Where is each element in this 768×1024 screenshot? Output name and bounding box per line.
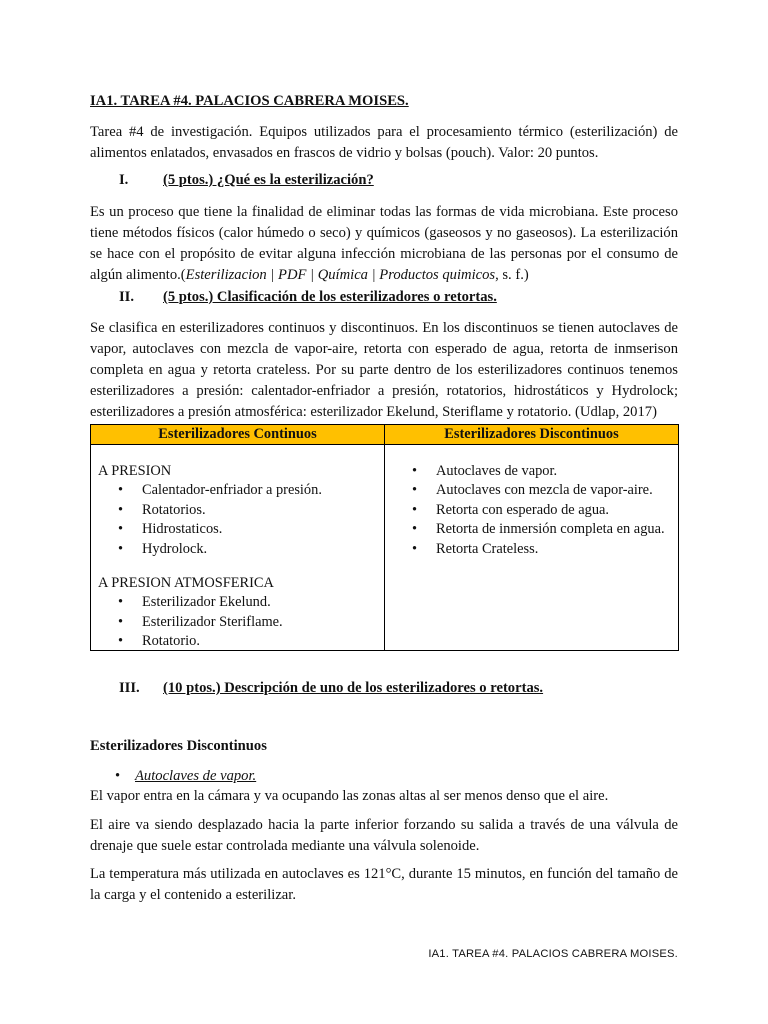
list-item: • Retorta Crateless. [392, 540, 665, 559]
section-1-body-text: Es un proceso que tiene la finalidad de eliminar todas las formas de vida microbiana. Este proceso tiene métodos físicos (calor húmedo o seco) y químicos (gaseosos y no gaseosos). La esterilización se hace con el propósito de evitar alguna infección microbiana de las personas por el consumo de algún alimento.( [90, 204, 678, 283]
pressure-list [98, 481, 322, 559]
section-3-paragraph-2: El aire va siendo desplazado hacia la parte inferior forzando su salida a través de una válvula de drenaje que suele estar controlada mediante una válvula solenoide. [90, 817, 678, 854]
table-header-continuous: Esterilizadores Continuos [91, 425, 385, 445]
list-item: • Retorta con esperado de agua. [392, 501, 665, 520]
discontinuous-cell [385, 445, 679, 651]
discontinuous-list [392, 462, 665, 559]
section-1-citation-tail: , s. f.) [495, 267, 529, 283]
section-1-citation: Esterilizacion | PDF | Química | Productos quimicos [185, 267, 496, 283]
section-3-title: (10 ptos.) Descripción de uno de los esterilizadores o retortas. [163, 680, 544, 696]
section-2-body: Se clasifica en esterilizadores continuos y discontinuos. En los discontinuos se tienen autoclaves de vapor, autoclaves con mezcla de vapor-aire, retorta con esperado de agua, retorta de inmserison completa en agua y retorta crateless. Por su parte dentro de los esterilizadores continuos tenemos esterilizadores a presión: calentador-enfriador a presión, rotatorios, hidrostáticos y Hydrolock; esterilizadores a presión atmosférica: esterilizador Ekelund, Steriflame y rotatorio. (Udlap, 2017) [90, 320, 678, 420]
group-label: A PRESION [98, 463, 172, 479]
list-item: • Esterilizador Steriflame. [98, 613, 283, 632]
atmospheric-list [98, 593, 283, 651]
group-pressure [98, 462, 322, 559]
section-2-number: II. [119, 289, 135, 305]
table-header-discontinuous: Esterilizadores Discontinuos [385, 425, 679, 445]
table-body-row [91, 445, 679, 651]
intro-paragraph: Tarea #4 de investigación. Equipos utilizados para el procesamiento térmico (esterilización) de alimentos enlatados, envasados en frascos de vidrio y bolsas (pouch). Valor: 20 puntos. [90, 124, 678, 161]
list-item: • Rotatorio. [98, 632, 283, 651]
section-1-title: (5 ptos.) ¿Qué es la esterilización? [163, 172, 374, 188]
bullet-icon: • [115, 768, 121, 784]
continuous-cell [91, 445, 385, 651]
document-title: IA1. TAREA #4. PALACIOS CABRERA MOISES. [90, 93, 409, 109]
list-item: • Autoclaves con mezcla de vapor-aire. [392, 481, 665, 500]
section-3-subheading: Esterilizadores Discontinuos [90, 738, 267, 754]
group-atmospheric [98, 574, 283, 652]
list-item: • Rotatorios. [98, 501, 322, 520]
section-1-body [90, 202, 678, 286]
list-item: • Hidrostaticos. [98, 520, 322, 539]
list-item: • Hydrolock. [98, 540, 322, 559]
list-item: • Esterilizador Ekelund. [98, 593, 283, 612]
group-label: A PRESION ATMOSFERICA [98, 575, 274, 591]
section-3-bullet-text: Autoclaves de vapor. [135, 768, 257, 784]
section-1-number: I. [119, 172, 129, 188]
sterilizer-classification-table [90, 424, 679, 651]
section-3-paragraph-1: El vapor entra en la cámara y va ocupando las zonas altas al ser menos denso que el aire. [90, 788, 609, 804]
section-3-paragraph-3: La temperatura más utilizada en autoclaves es 121°C, durante 15 minutos, en función del tamaño de la carga y el contenido a esterilizar. [90, 866, 678, 903]
table-header-row [91, 425, 679, 445]
list-item: • Retorta de inmersión completa en agua. [392, 520, 665, 539]
list-item: • Calentador-enfriador a presión. [98, 481, 322, 500]
page-footer: IA1. TAREA #4. PALACIOS CABRERA MOISES. [428, 948, 678, 960]
list-item: • Autoclaves de vapor. [392, 462, 665, 481]
section-3-number: III. [119, 680, 140, 696]
section-2-title: (5 ptos.) Clasificación de los esterilizadores o retortas. [163, 289, 497, 305]
